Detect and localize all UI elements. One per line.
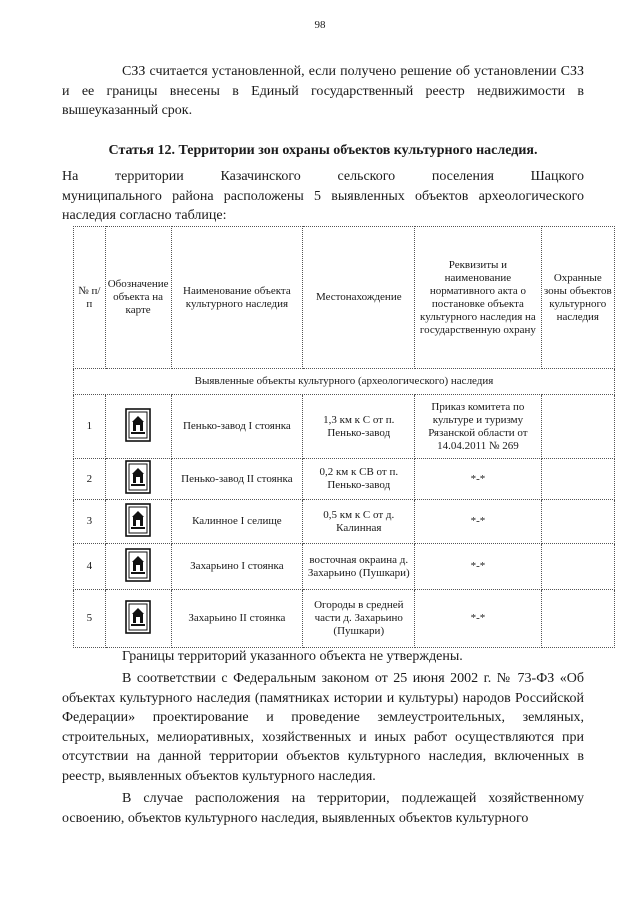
territory-intro-rest: муниципального района расположены 5 выявленных объектов археологического наследия согласно таблице:: [62, 188, 584, 223]
heritage-objects-table: [73, 226, 615, 648]
intro-word: поселения: [431, 169, 494, 184]
row-act: Приказ комитета по культуре и туризму Рязанской области от 14.04.2011 № 269: [415, 395, 541, 459]
row-zones: [541, 500, 614, 544]
row-symbol: [105, 500, 171, 544]
header-location: Местонахождение: [303, 227, 415, 369]
law-paragraph: В соответствии с Федеральным законом от 25 июня 2002 г. № 73-ФЗ «Об объектах культурного наследия (памятниках истории и культуры) народов Российской Федерации» проектирование и проведение землеустроительных, земляных, строительных, мелиоративных, хозяйственных и иных работ осуществляются при отсутствии на данной территории объектов культурного наследия, включенных в реестр, выявленных объектов культурного наследия.: [62, 671, 584, 784]
row-name: Пенько-завод I стоянка: [171, 395, 303, 459]
intro-word: Казачинского: [220, 169, 301, 184]
row-zones: [541, 544, 614, 590]
row-name: Захарьино II стоянка: [171, 590, 303, 648]
archaeological-monument-icon: [125, 548, 151, 586]
row-zones: [541, 459, 614, 500]
row-act: *-*: [415, 590, 541, 648]
header-act: Реквизиты и наименование нормативного акта о постановке объекта культурного наследия на государственную охрану: [415, 227, 541, 369]
intro-word: сельского: [337, 169, 396, 184]
row-location: восточная окраина д. Захарьино (Пушкари): [303, 544, 415, 590]
row-num: 5: [74, 590, 106, 648]
row-name: Калинное I селище: [171, 500, 303, 544]
header-zones: Охранные зоны объектов культурного наследия: [541, 227, 614, 369]
row-location: Огороды в средней части д. Захарьино (Пушкари): [303, 590, 415, 648]
table-row: [74, 395, 615, 459]
archaeological-monument-icon: [125, 408, 151, 446]
row-location: 0,2 км к СВ от п. Пенько-завод: [303, 459, 415, 500]
table-header-row: [74, 227, 615, 369]
header-num: № п/п: [74, 227, 106, 369]
row-num: 2: [74, 459, 106, 500]
row-zones: [541, 590, 614, 648]
row-name: Пенько-завод II стоянка: [171, 459, 303, 500]
header-symbol: Обозначение объекта на карте: [105, 227, 171, 369]
archaeological-monument-icon: [125, 503, 151, 541]
intro-paragraph: СЗЗ считается установленной, если получено решение об установлении СЗЗ и ее границы внесены в Единый государственный реестр недвижимости в вышеуказанный срок.: [62, 64, 584, 118]
row-symbol: [105, 459, 171, 500]
table-row: [74, 459, 615, 500]
row-act: *-*: [415, 544, 541, 590]
territory-intro: [62, 167, 584, 226]
row-symbol: [105, 590, 171, 648]
header-name: Наименование объекта культурного наследия: [171, 227, 303, 369]
row-symbol: [105, 395, 171, 459]
archaeological-monument-icon: [125, 600, 151, 638]
row-num: 4: [74, 544, 106, 590]
row-location: 0,5 км к С от д. Калинная: [303, 500, 415, 544]
archaeological-monument-icon: [125, 460, 151, 498]
row-num: 1: [74, 395, 106, 459]
row-zones: [541, 395, 614, 459]
boundaries-note: Границы территорий указанного объекта не утверждены.: [122, 649, 463, 664]
row-act: *-*: [415, 459, 541, 500]
page-number: 98: [314, 19, 326, 31]
article-title: Статья 12. Территории зон охраны объектов культурного наследия.: [108, 143, 538, 158]
row-name: Захарьино I стоянка: [171, 544, 303, 590]
intro-word: Шацкого: [530, 169, 584, 184]
intro-word: территории: [115, 169, 184, 184]
row-location: 1,3 км к С от п. Пенько-завод: [303, 395, 415, 459]
group-label: Выявленные объекты культурного (археологического) наследия: [74, 369, 615, 395]
row-act: *-*: [415, 500, 541, 544]
final-paragraph: В случае расположения на территории, подлежащей хозяйственному освоению, объектов культурного наследия, выявленных объектов культурного: [62, 791, 584, 826]
table-group-row: [74, 369, 615, 395]
row-symbol: [105, 544, 171, 590]
territory-intro-first-line: [62, 167, 584, 187]
table-row: [74, 544, 615, 590]
intro-word: На: [62, 169, 79, 184]
table-row: [74, 590, 615, 648]
row-num: 3: [74, 500, 106, 544]
table-row: [74, 500, 615, 544]
